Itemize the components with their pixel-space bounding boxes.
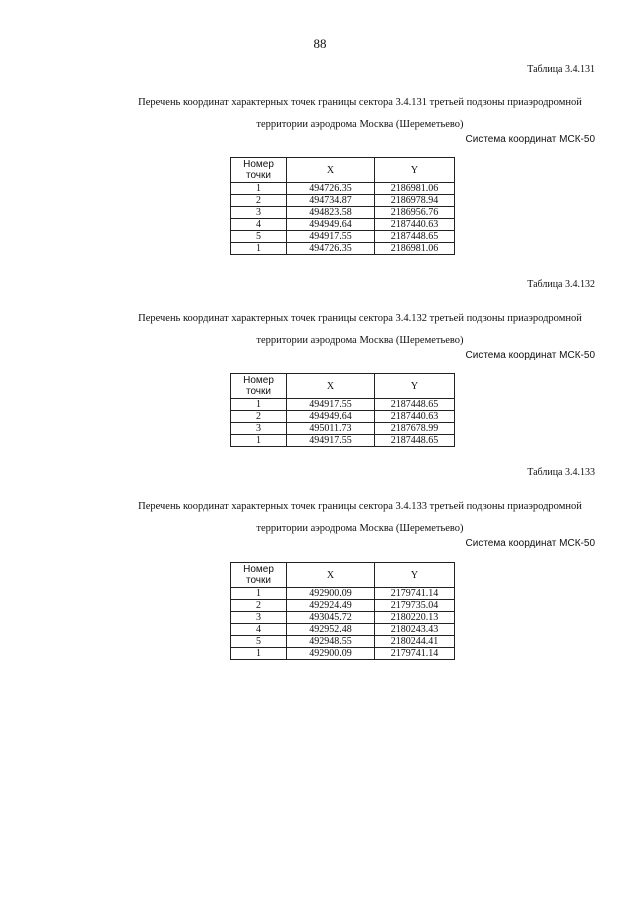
cell-x: 494917.55 bbox=[287, 435, 375, 447]
cell-point-number: 5 bbox=[231, 231, 287, 243]
cell-point-number: 2 bbox=[231, 195, 287, 207]
table-row bbox=[231, 231, 455, 243]
cell-point-number: 1 bbox=[231, 399, 287, 411]
cell-y: 2187448.65 bbox=[375, 435, 455, 447]
cell-x: 494917.55 bbox=[287, 231, 375, 243]
cell-x: 492948.55 bbox=[287, 636, 375, 648]
cell-point-number: 1 bbox=[231, 588, 287, 600]
cell-point-number: 2 bbox=[231, 600, 287, 612]
caption-line: Перечень координат характерных точек границы сектора 3.4.133 третьей подзоны приаэродромной bbox=[138, 501, 582, 512]
table-row bbox=[231, 399, 455, 411]
coordinate-system-label: Система координат МСК-50 bbox=[465, 538, 595, 549]
cell-point-number: 1 bbox=[231, 435, 287, 447]
table-row bbox=[231, 207, 455, 219]
header-point-number: Номер точки bbox=[231, 158, 287, 183]
table-row bbox=[231, 243, 455, 255]
cell-y: 2187678.99 bbox=[375, 423, 455, 435]
header-x: X bbox=[287, 374, 375, 399]
header-y: Y bbox=[375, 158, 455, 183]
header-x: X bbox=[287, 563, 375, 588]
header-y: Y bbox=[375, 563, 455, 588]
header-y: Y bbox=[375, 374, 455, 399]
cell-x: 494726.35 bbox=[287, 243, 375, 255]
table-row bbox=[231, 183, 455, 195]
cell-x: 492924.49 bbox=[287, 600, 375, 612]
table-header-row bbox=[231, 563, 455, 588]
table-row bbox=[231, 411, 455, 423]
table-row bbox=[231, 624, 455, 636]
cell-y: 2186978.94 bbox=[375, 195, 455, 207]
cell-x: 494726.35 bbox=[287, 183, 375, 195]
coordinates-table bbox=[230, 373, 455, 447]
page-number: 88 bbox=[313, 36, 327, 51]
coordinates-table bbox=[230, 157, 455, 255]
header-point-number: Номер точки bbox=[231, 374, 287, 399]
table-row bbox=[231, 423, 455, 435]
cell-point-number: 5 bbox=[231, 636, 287, 648]
cell-x: 493045.72 bbox=[287, 612, 375, 624]
table-number: Таблица 3.4.131 bbox=[527, 64, 595, 75]
table-row bbox=[231, 636, 455, 648]
coordinate-system-label: Система координат МСК-50 bbox=[465, 350, 595, 361]
caption-line: Перечень координат характерных точек границы сектора 3.4.132 третьей подзоны приаэродромной bbox=[138, 313, 582, 324]
cell-y: 2179741.14 bbox=[375, 648, 455, 660]
coordinate-system-label: Система координат МСК-50 bbox=[465, 134, 595, 145]
cell-y: 2187448.65 bbox=[375, 231, 455, 243]
cell-y: 2187440.63 bbox=[375, 219, 455, 231]
cell-y: 2187440.63 bbox=[375, 411, 455, 423]
cell-point-number: 1 bbox=[231, 243, 287, 255]
cell-x: 495011.73 bbox=[287, 423, 375, 435]
caption-line: территории аэродрома Москва (Шереметьево) bbox=[256, 119, 464, 130]
cell-point-number: 1 bbox=[231, 183, 287, 195]
cell-point-number: 1 bbox=[231, 648, 287, 660]
table-header-row bbox=[231, 158, 455, 183]
cell-y: 2180243.43 bbox=[375, 624, 455, 636]
cell-x: 492900.09 bbox=[287, 648, 375, 660]
table-number: Таблица 3.4.132 bbox=[527, 279, 595, 290]
caption-line: территории аэродрома Москва (Шереметьево) bbox=[256, 523, 464, 534]
table-caption bbox=[110, 308, 610, 352]
cell-x: 494734.87 bbox=[287, 195, 375, 207]
cell-x: 492900.09 bbox=[287, 588, 375, 600]
cell-y: 2186956.76 bbox=[375, 207, 455, 219]
table-caption bbox=[110, 92, 610, 136]
cell-point-number: 2 bbox=[231, 411, 287, 423]
caption-line: территории аэродрома Москва (Шереметьево) bbox=[256, 335, 464, 346]
cell-y: 2180244.41 bbox=[375, 636, 455, 648]
header-point-number: Номер точки bbox=[231, 563, 287, 588]
cell-y: 2179735.04 bbox=[375, 600, 455, 612]
cell-point-number: 3 bbox=[231, 612, 287, 624]
cell-y: 2180220.13 bbox=[375, 612, 455, 624]
table-header-row bbox=[231, 374, 455, 399]
header-x: X bbox=[287, 158, 375, 183]
coordinates-table bbox=[230, 562, 455, 660]
cell-x: 494949.64 bbox=[287, 411, 375, 423]
cell-y: 2179741.14 bbox=[375, 588, 455, 600]
table-caption bbox=[110, 496, 610, 540]
table-row bbox=[231, 435, 455, 447]
table-row bbox=[231, 648, 455, 660]
table-row bbox=[231, 612, 455, 624]
table-row bbox=[231, 219, 455, 231]
cell-x: 492952.48 bbox=[287, 624, 375, 636]
table-row bbox=[231, 600, 455, 612]
table-number: Таблица 3.4.133 bbox=[527, 467, 595, 478]
cell-point-number: 3 bbox=[231, 423, 287, 435]
cell-y: 2186981.06 bbox=[375, 183, 455, 195]
caption-line: Перечень координат характерных точек границы сектора 3.4.131 третьей подзоны приаэродромной bbox=[138, 97, 582, 108]
cell-point-number: 3 bbox=[231, 207, 287, 219]
table-row bbox=[231, 588, 455, 600]
cell-y: 2187448.65 bbox=[375, 399, 455, 411]
cell-x: 494949.64 bbox=[287, 219, 375, 231]
cell-y: 2186981.06 bbox=[375, 243, 455, 255]
cell-point-number: 4 bbox=[231, 624, 287, 636]
cell-x: 494823.58 bbox=[287, 207, 375, 219]
table-row bbox=[231, 195, 455, 207]
cell-x: 494917.55 bbox=[287, 399, 375, 411]
cell-point-number: 4 bbox=[231, 219, 287, 231]
